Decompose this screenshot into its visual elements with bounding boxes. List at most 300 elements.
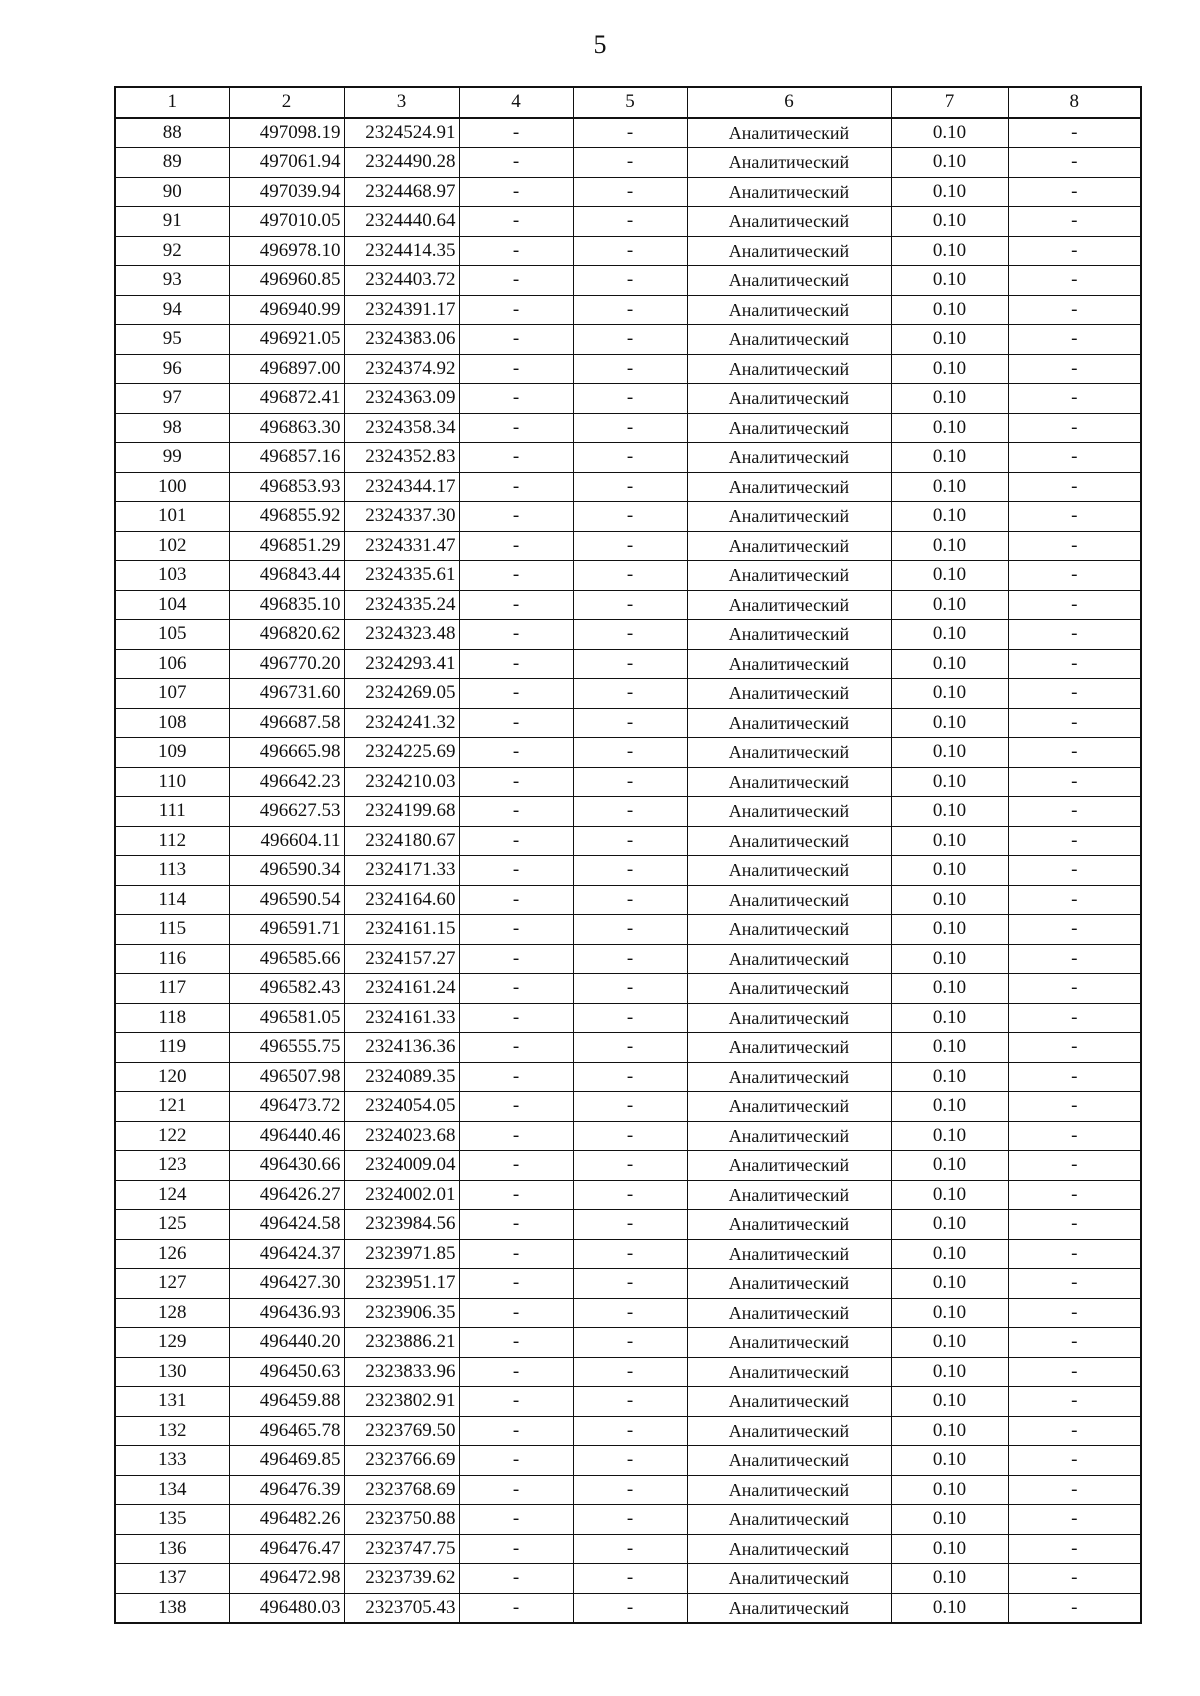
cell-x-coordinate: 496857.16: [229, 443, 344, 473]
cell-method: Аналитический: [687, 1505, 891, 1535]
cell-y-coordinate: 2324210.03: [344, 767, 459, 797]
cell-accuracy: 0.10: [891, 915, 1008, 945]
coordinates-table: [114, 86, 1142, 1624]
cell-method: Аналитический: [687, 1564, 891, 1594]
cell-y-coordinate: 2324524.91: [344, 118, 459, 148]
cell-col-5: -: [573, 1003, 687, 1033]
cell-col-5: -: [573, 1534, 687, 1564]
cell-method: Аналитический: [687, 1092, 891, 1122]
cell-x-coordinate: 496472.98: [229, 1564, 344, 1594]
cell-accuracy: 0.10: [891, 354, 1008, 384]
cell-y-coordinate: 2324157.27: [344, 944, 459, 974]
table-row: [115, 826, 1141, 856]
cell-x-coordinate: 497061.94: [229, 148, 344, 178]
cell-col-4: -: [459, 295, 573, 325]
table-row: [115, 1062, 1141, 1092]
cell-x-coordinate: 496507.98: [229, 1062, 344, 1092]
cell-col-4: -: [459, 1416, 573, 1446]
cell-y-coordinate: 2324164.60: [344, 885, 459, 915]
table-row: [115, 236, 1141, 266]
cell-point-number: 121: [115, 1092, 229, 1122]
cell-col-5: -: [573, 620, 687, 650]
cell-col-4: -: [459, 148, 573, 178]
cell-col-5: -: [573, 1298, 687, 1328]
cell-col-8: -: [1008, 354, 1141, 384]
cell-col-5: -: [573, 1033, 687, 1063]
cell-y-coordinate: 2324383.06: [344, 325, 459, 355]
table-row: [115, 1033, 1141, 1063]
cell-accuracy: 0.10: [891, 1446, 1008, 1476]
cell-method: Аналитический: [687, 531, 891, 561]
table-row: [115, 177, 1141, 207]
cell-col-8: -: [1008, 944, 1141, 974]
cell-col-8: -: [1008, 1121, 1141, 1151]
cell-col-4: -: [459, 1092, 573, 1122]
table-row: [115, 1180, 1141, 1210]
cell-col-8: -: [1008, 1416, 1141, 1446]
table-row: [115, 1564, 1141, 1594]
cell-y-coordinate: 2323705.43: [344, 1593, 459, 1623]
table-row: [115, 708, 1141, 738]
cell-x-coordinate: 496590.34: [229, 856, 344, 886]
cell-accuracy: 0.10: [891, 974, 1008, 1004]
cell-method: Аналитический: [687, 649, 891, 679]
cell-col-4: -: [459, 236, 573, 266]
cell-x-coordinate: 497098.19: [229, 118, 344, 148]
cell-y-coordinate: 2324161.33: [344, 1003, 459, 1033]
cell-point-number: 109: [115, 738, 229, 768]
cell-col-4: -: [459, 502, 573, 532]
cell-point-number: 108: [115, 708, 229, 738]
cell-method: Аналитический: [687, 118, 891, 148]
table-row: [115, 738, 1141, 768]
cell-col-8: -: [1008, 1505, 1141, 1535]
cell-col-4: -: [459, 1033, 573, 1063]
cell-point-number: 114: [115, 885, 229, 915]
cell-x-coordinate: 496591.71: [229, 915, 344, 945]
cell-method: Аналитический: [687, 177, 891, 207]
cell-x-coordinate: 496872.41: [229, 384, 344, 414]
cell-col-4: -: [459, 1239, 573, 1269]
table-row: [115, 1505, 1141, 1535]
column-header-7: 7: [891, 87, 1008, 118]
cell-x-coordinate: 496687.58: [229, 708, 344, 738]
cell-x-coordinate: 496440.46: [229, 1121, 344, 1151]
cell-col-4: -: [459, 1210, 573, 1240]
cell-col-4: -: [459, 1387, 573, 1417]
cell-point-number: 98: [115, 413, 229, 443]
cell-x-coordinate: 496820.62: [229, 620, 344, 650]
cell-col-5: -: [573, 1446, 687, 1476]
cell-col-5: -: [573, 1328, 687, 1358]
cell-col-8: -: [1008, 885, 1141, 915]
cell-accuracy: 0.10: [891, 1121, 1008, 1151]
cell-accuracy: 0.10: [891, 738, 1008, 768]
cell-method: Аналитический: [687, 590, 891, 620]
cell-point-number: 127: [115, 1269, 229, 1299]
cell-method: Аналитический: [687, 236, 891, 266]
cell-col-4: -: [459, 443, 573, 473]
table-row: [115, 531, 1141, 561]
cell-col-4: -: [459, 1357, 573, 1387]
cell-y-coordinate: 2323886.21: [344, 1328, 459, 1358]
cell-accuracy: 0.10: [891, 472, 1008, 502]
cell-y-coordinate: 2323750.88: [344, 1505, 459, 1535]
cell-accuracy: 0.10: [891, 207, 1008, 237]
cell-point-number: 131: [115, 1387, 229, 1417]
cell-point-number: 117: [115, 974, 229, 1004]
cell-y-coordinate: 2324391.17: [344, 295, 459, 325]
cell-y-coordinate: 2324490.28: [344, 148, 459, 178]
cell-y-coordinate: 2323766.69: [344, 1446, 459, 1476]
table-row: [115, 384, 1141, 414]
cell-col-4: -: [459, 1269, 573, 1299]
cell-x-coordinate: 496978.10: [229, 236, 344, 266]
table-body: [115, 118, 1141, 1624]
cell-col-5: -: [573, 1387, 687, 1417]
cell-col-5: -: [573, 1475, 687, 1505]
table-row: [115, 1298, 1141, 1328]
cell-method: Аналитический: [687, 974, 891, 1004]
cell-accuracy: 0.10: [891, 1210, 1008, 1240]
cell-col-8: -: [1008, 1092, 1141, 1122]
cell-col-8: -: [1008, 974, 1141, 1004]
cell-x-coordinate: 496897.00: [229, 354, 344, 384]
cell-y-coordinate: 2324180.67: [344, 826, 459, 856]
cell-col-4: -: [459, 1180, 573, 1210]
cell-col-4: -: [459, 797, 573, 827]
cell-y-coordinate: 2324023.68: [344, 1121, 459, 1151]
cell-x-coordinate: 496476.39: [229, 1475, 344, 1505]
cell-accuracy: 0.10: [891, 856, 1008, 886]
cell-x-coordinate: 497010.05: [229, 207, 344, 237]
cell-col-8: -: [1008, 797, 1141, 827]
cell-x-coordinate: 496604.11: [229, 826, 344, 856]
cell-col-5: -: [573, 1151, 687, 1181]
cell-col-5: -: [573, 561, 687, 591]
cell-point-number: 138: [115, 1593, 229, 1623]
cell-col-8: -: [1008, 915, 1141, 945]
cell-x-coordinate: 496835.10: [229, 590, 344, 620]
cell-accuracy: 0.10: [891, 1151, 1008, 1181]
cell-point-number: 100: [115, 472, 229, 502]
cell-col-5: -: [573, 679, 687, 709]
cell-point-number: 88: [115, 118, 229, 148]
cell-col-5: -: [573, 1564, 687, 1594]
cell-x-coordinate: 496555.75: [229, 1033, 344, 1063]
cell-accuracy: 0.10: [891, 325, 1008, 355]
cell-y-coordinate: 2323984.56: [344, 1210, 459, 1240]
cell-method: Аналитический: [687, 620, 891, 650]
cell-col-4: -: [459, 708, 573, 738]
cell-col-5: -: [573, 738, 687, 768]
cell-col-5: -: [573, 944, 687, 974]
cell-col-5: -: [573, 826, 687, 856]
cell-y-coordinate: 2324089.35: [344, 1062, 459, 1092]
cell-col-8: -: [1008, 767, 1141, 797]
cell-col-8: -: [1008, 708, 1141, 738]
cell-col-5: -: [573, 443, 687, 473]
cell-col-4: -: [459, 738, 573, 768]
cell-x-coordinate: 496665.98: [229, 738, 344, 768]
cell-method: Аналитический: [687, 1180, 891, 1210]
cell-accuracy: 0.10: [891, 1298, 1008, 1328]
table-row: [115, 1328, 1141, 1358]
cell-point-number: 99: [115, 443, 229, 473]
cell-col-4: -: [459, 1564, 573, 1594]
cell-accuracy: 0.10: [891, 1092, 1008, 1122]
cell-col-5: -: [573, 413, 687, 443]
cell-col-8: -: [1008, 1534, 1141, 1564]
cell-method: Аналитический: [687, 1151, 891, 1181]
cell-accuracy: 0.10: [891, 1593, 1008, 1623]
cell-col-5: -: [573, 1357, 687, 1387]
cell-col-4: -: [459, 413, 573, 443]
cell-x-coordinate: 496465.78: [229, 1416, 344, 1446]
cell-accuracy: 0.10: [891, 1062, 1008, 1092]
cell-accuracy: 0.10: [891, 1239, 1008, 1269]
table-row: [115, 1416, 1141, 1446]
cell-x-coordinate: 496473.72: [229, 1092, 344, 1122]
cell-method: Аналитический: [687, 295, 891, 325]
cell-point-number: 128: [115, 1298, 229, 1328]
cell-point-number: 113: [115, 856, 229, 886]
cell-col-5: -: [573, 1505, 687, 1535]
cell-col-4: -: [459, 1328, 573, 1358]
cell-accuracy: 0.10: [891, 649, 1008, 679]
cell-method: Аналитический: [687, 1269, 891, 1299]
cell-col-4: -: [459, 856, 573, 886]
cell-x-coordinate: 496960.85: [229, 266, 344, 296]
column-header-8: 8: [1008, 87, 1141, 118]
cell-col-5: -: [573, 295, 687, 325]
cell-x-coordinate: 496476.47: [229, 1534, 344, 1564]
table-row: [115, 1210, 1141, 1240]
cell-col-8: -: [1008, 620, 1141, 650]
cell-method: Аналитический: [687, 1416, 891, 1446]
cell-point-number: 102: [115, 531, 229, 561]
cell-y-coordinate: 2323769.50: [344, 1416, 459, 1446]
cell-y-coordinate: 2324269.05: [344, 679, 459, 709]
cell-accuracy: 0.10: [891, 679, 1008, 709]
cell-accuracy: 0.10: [891, 708, 1008, 738]
cell-point-number: 107: [115, 679, 229, 709]
cell-method: Аналитический: [687, 384, 891, 414]
cell-accuracy: 0.10: [891, 384, 1008, 414]
cell-col-8: -: [1008, 325, 1141, 355]
cell-col-4: -: [459, 915, 573, 945]
cell-col-4: -: [459, 384, 573, 414]
cell-col-8: -: [1008, 1475, 1141, 1505]
cell-col-4: -: [459, 1534, 573, 1564]
cell-point-number: 106: [115, 649, 229, 679]
table-row: [115, 1387, 1141, 1417]
cell-col-5: -: [573, 325, 687, 355]
cell-y-coordinate: 2324054.05: [344, 1092, 459, 1122]
cell-col-4: -: [459, 590, 573, 620]
cell-point-number: 93: [115, 266, 229, 296]
cell-col-5: -: [573, 472, 687, 502]
cell-accuracy: 0.10: [891, 944, 1008, 974]
cell-x-coordinate: 496436.93: [229, 1298, 344, 1328]
cell-col-4: -: [459, 767, 573, 797]
cell-x-coordinate: 496430.66: [229, 1151, 344, 1181]
column-header-4: 4: [459, 87, 573, 118]
cell-col-8: -: [1008, 1239, 1141, 1269]
cell-y-coordinate: 2324293.41: [344, 649, 459, 679]
cell-x-coordinate: 496863.30: [229, 413, 344, 443]
cell-col-5: -: [573, 354, 687, 384]
cell-col-4: -: [459, 679, 573, 709]
cell-accuracy: 0.10: [891, 1357, 1008, 1387]
cell-accuracy: 0.10: [891, 1534, 1008, 1564]
cell-method: Аналитический: [687, 354, 891, 384]
cell-accuracy: 0.10: [891, 1003, 1008, 1033]
cell-accuracy: 0.10: [891, 1505, 1008, 1535]
cell-point-number: 104: [115, 590, 229, 620]
cell-accuracy: 0.10: [891, 1475, 1008, 1505]
cell-col-5: -: [573, 649, 687, 679]
cell-col-8: -: [1008, 1210, 1141, 1240]
cell-accuracy: 0.10: [891, 177, 1008, 207]
table-row: [115, 620, 1141, 650]
cell-col-5: -: [573, 1121, 687, 1151]
table-row: [115, 472, 1141, 502]
table-row: [115, 148, 1141, 178]
cell-col-4: -: [459, 177, 573, 207]
table-row: [115, 1151, 1141, 1181]
cell-method: Аналитический: [687, 1062, 891, 1092]
cell-y-coordinate: 2323833.96: [344, 1357, 459, 1387]
table-row: [115, 207, 1141, 237]
cell-col-8: -: [1008, 649, 1141, 679]
cell-point-number: 134: [115, 1475, 229, 1505]
cell-col-4: -: [459, 531, 573, 561]
table-row: [115, 443, 1141, 473]
cell-col-4: -: [459, 1298, 573, 1328]
cell-x-coordinate: 496426.27: [229, 1180, 344, 1210]
cell-col-8: -: [1008, 502, 1141, 532]
cell-col-4: -: [459, 472, 573, 502]
cell-point-number: 116: [115, 944, 229, 974]
table-row: [115, 885, 1141, 915]
cell-col-8: -: [1008, 1269, 1141, 1299]
cell-accuracy: 0.10: [891, 148, 1008, 178]
cell-x-coordinate: 496627.53: [229, 797, 344, 827]
cell-col-8: -: [1008, 531, 1141, 561]
table-row: [115, 1357, 1141, 1387]
table-row: [115, 295, 1141, 325]
cell-point-number: 103: [115, 561, 229, 591]
cell-method: Аналитический: [687, 266, 891, 296]
cell-x-coordinate: 496855.92: [229, 502, 344, 532]
cell-y-coordinate: 2323739.62: [344, 1564, 459, 1594]
cell-point-number: 112: [115, 826, 229, 856]
cell-accuracy: 0.10: [891, 1180, 1008, 1210]
cell-col-4: -: [459, 1505, 573, 1535]
table-row: [115, 944, 1141, 974]
header-row: [115, 87, 1141, 118]
table-row: [115, 767, 1141, 797]
cell-accuracy: 0.10: [891, 590, 1008, 620]
cell-y-coordinate: 2324335.24: [344, 590, 459, 620]
cell-col-8: -: [1008, 679, 1141, 709]
cell-col-5: -: [573, 1416, 687, 1446]
table-row: [115, 118, 1141, 148]
cell-accuracy: 0.10: [891, 118, 1008, 148]
cell-point-number: 97: [115, 384, 229, 414]
cell-accuracy: 0.10: [891, 531, 1008, 561]
cell-method: Аналитический: [687, 443, 891, 473]
cell-point-number: 137: [115, 1564, 229, 1594]
cell-point-number: 132: [115, 1416, 229, 1446]
cell-point-number: 122: [115, 1121, 229, 1151]
cell-col-8: -: [1008, 738, 1141, 768]
cell-x-coordinate: 496450.63: [229, 1357, 344, 1387]
cell-x-coordinate: 496851.29: [229, 531, 344, 561]
page-number: 5: [593, 30, 607, 59]
cell-x-coordinate: 496853.93: [229, 472, 344, 502]
cell-point-number: 118: [115, 1003, 229, 1033]
table-row: [115, 1446, 1141, 1476]
cell-col-5: -: [573, 1239, 687, 1269]
cell-col-5: -: [573, 708, 687, 738]
table-row: [115, 1092, 1141, 1122]
cell-method: Аналитический: [687, 1534, 891, 1564]
cell-col-4: -: [459, 325, 573, 355]
cell-col-8: -: [1008, 1446, 1141, 1476]
cell-point-number: 90: [115, 177, 229, 207]
cell-col-8: -: [1008, 1564, 1141, 1594]
cell-y-coordinate: 2324440.64: [344, 207, 459, 237]
cell-col-5: -: [573, 266, 687, 296]
cell-accuracy: 0.10: [891, 767, 1008, 797]
cell-point-number: 119: [115, 1033, 229, 1063]
cell-col-5: -: [573, 915, 687, 945]
cell-method: Аналитический: [687, 1328, 891, 1358]
cell-point-number: 105: [115, 620, 229, 650]
cell-accuracy: 0.10: [891, 443, 1008, 473]
cell-x-coordinate: 496642.23: [229, 767, 344, 797]
cell-col-5: -: [573, 207, 687, 237]
cell-x-coordinate: 496480.03: [229, 1593, 344, 1623]
cell-point-number: 126: [115, 1239, 229, 1269]
table-row: [115, 679, 1141, 709]
cell-col-8: -: [1008, 266, 1141, 296]
cell-col-8: -: [1008, 443, 1141, 473]
cell-method: Аналитический: [687, 1121, 891, 1151]
cell-accuracy: 0.10: [891, 1564, 1008, 1594]
table-row: [115, 1593, 1141, 1623]
cell-col-4: -: [459, 1446, 573, 1476]
cell-x-coordinate: 496459.88: [229, 1387, 344, 1417]
cell-point-number: 95: [115, 325, 229, 355]
cell-point-number: 135: [115, 1505, 229, 1535]
cell-col-4: -: [459, 266, 573, 296]
cell-x-coordinate: 496440.20: [229, 1328, 344, 1358]
cell-accuracy: 0.10: [891, 236, 1008, 266]
cell-point-number: 133: [115, 1446, 229, 1476]
cell-y-coordinate: 2324363.09: [344, 384, 459, 414]
cell-x-coordinate: 496921.05: [229, 325, 344, 355]
cell-method: Аналитический: [687, 708, 891, 738]
table-row: [115, 325, 1141, 355]
cell-col-8: -: [1008, 118, 1141, 148]
cell-y-coordinate: 2323802.91: [344, 1387, 459, 1417]
cell-col-4: -: [459, 974, 573, 1004]
cell-y-coordinate: 2324331.47: [344, 531, 459, 561]
cell-accuracy: 0.10: [891, 295, 1008, 325]
